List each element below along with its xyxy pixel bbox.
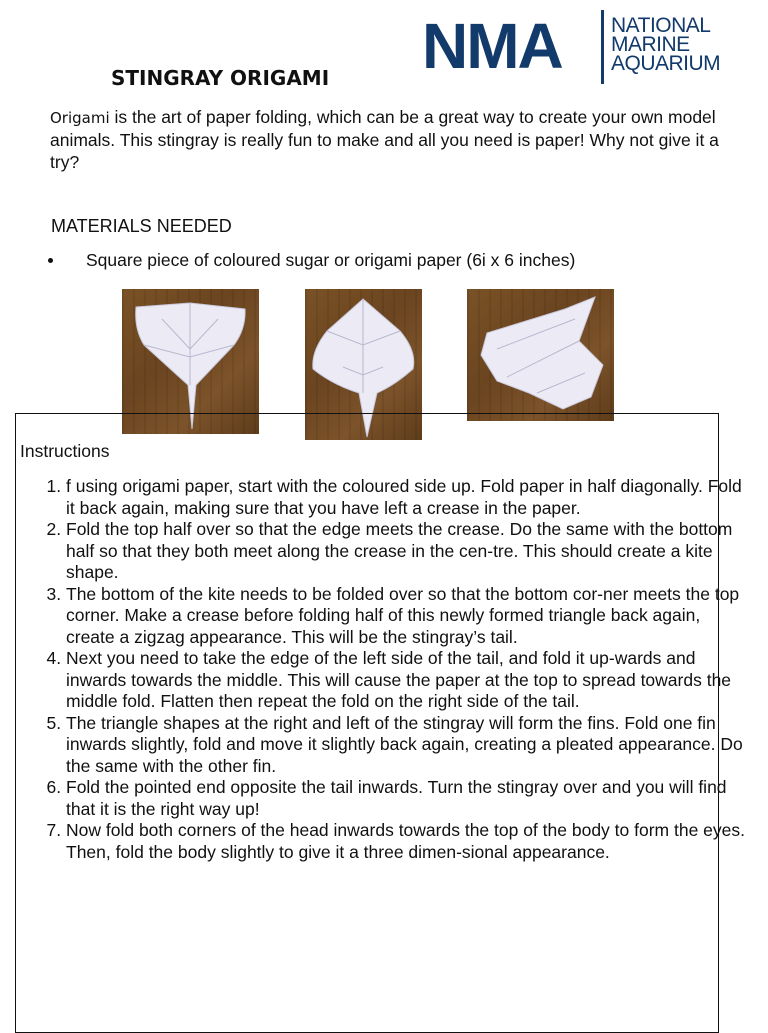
- instruction-step: 1. f using origami paper, start with the coloured side up. Fold paper in half diagonally. Fold it back again, making sure that you have left a crease in the paper.: [66, 476, 746, 519]
- logo-line: NATIONAL: [611, 14, 711, 37]
- origami-photo-3: [467, 289, 614, 421]
- intro-lead: Origami: [50, 109, 110, 127]
- instruction-step: 3. The bottom of the kite needs to be folded over so that the bottom cor-ner meets the top corner. Make a crease before folding half of this newly formed triangle back again, create a zigzag appearance. This will be the stingray’s tail.: [66, 584, 746, 649]
- logo-line: AQUARIUM: [611, 52, 721, 75]
- instructions-list: [42, 476, 746, 863]
- instruction-step: 5. The triangle shapes at the right and left of the stingray will form the fins. Fold one fin inwards slightly, fold and move it slightly back again, creating a pleated appearance. Do the same with the other fin.: [66, 713, 746, 778]
- intro-text: is the art of paper folding, which can be a great way to create your own model animals. This stingray is really fun to make and all you need is paper! Why not give it a try?: [50, 107, 719, 172]
- materials-heading: MATERIALS NEEDED: [51, 216, 232, 236]
- instruction-step: 4. Next you need to take the edge of the left side of the tail, and fold it up-wards and inwards towards the middle. This will cause the paper at the top to spread towards the middle fold. Flatten then repeat the fold on the right side of the tail.: [66, 648, 746, 713]
- list-item: [48, 250, 575, 271]
- nma-logo: [422, 10, 732, 86]
- instructions-heading: Instructions: [20, 441, 110, 461]
- page-title: STINGRAY ORIGAMI: [111, 66, 330, 90]
- bullet-icon: [48, 258, 53, 263]
- instruction-step: 2. Fold the top half over so that the edge meets the crease. Do the same with the bottom half so that they both meet along the crease in the cen-tre. This should create a kite shape.: [66, 519, 746, 584]
- stingray-side-view-image: [467, 289, 614, 421]
- logo-mark: NMA: [422, 10, 562, 82]
- logo-line: MARINE: [611, 33, 690, 56]
- logo-divider: [601, 10, 604, 84]
- instruction-step: 7. Now fold both corners of the head inwards towards the top of the body to form the eyes. Then, fold the body slightly to give it a three dimen-sional appearance.: [66, 820, 746, 863]
- instruction-step: 6. Fold the pointed end opposite the tail inwards. Turn the stingray over and you will find that it is the right way up!: [66, 777, 746, 820]
- logo-wordmark: [611, 16, 720, 73]
- material-item-text: Square piece of coloured sugar or origami paper (6i x 6 inches): [86, 250, 576, 270]
- intro-paragraph: [50, 106, 730, 173]
